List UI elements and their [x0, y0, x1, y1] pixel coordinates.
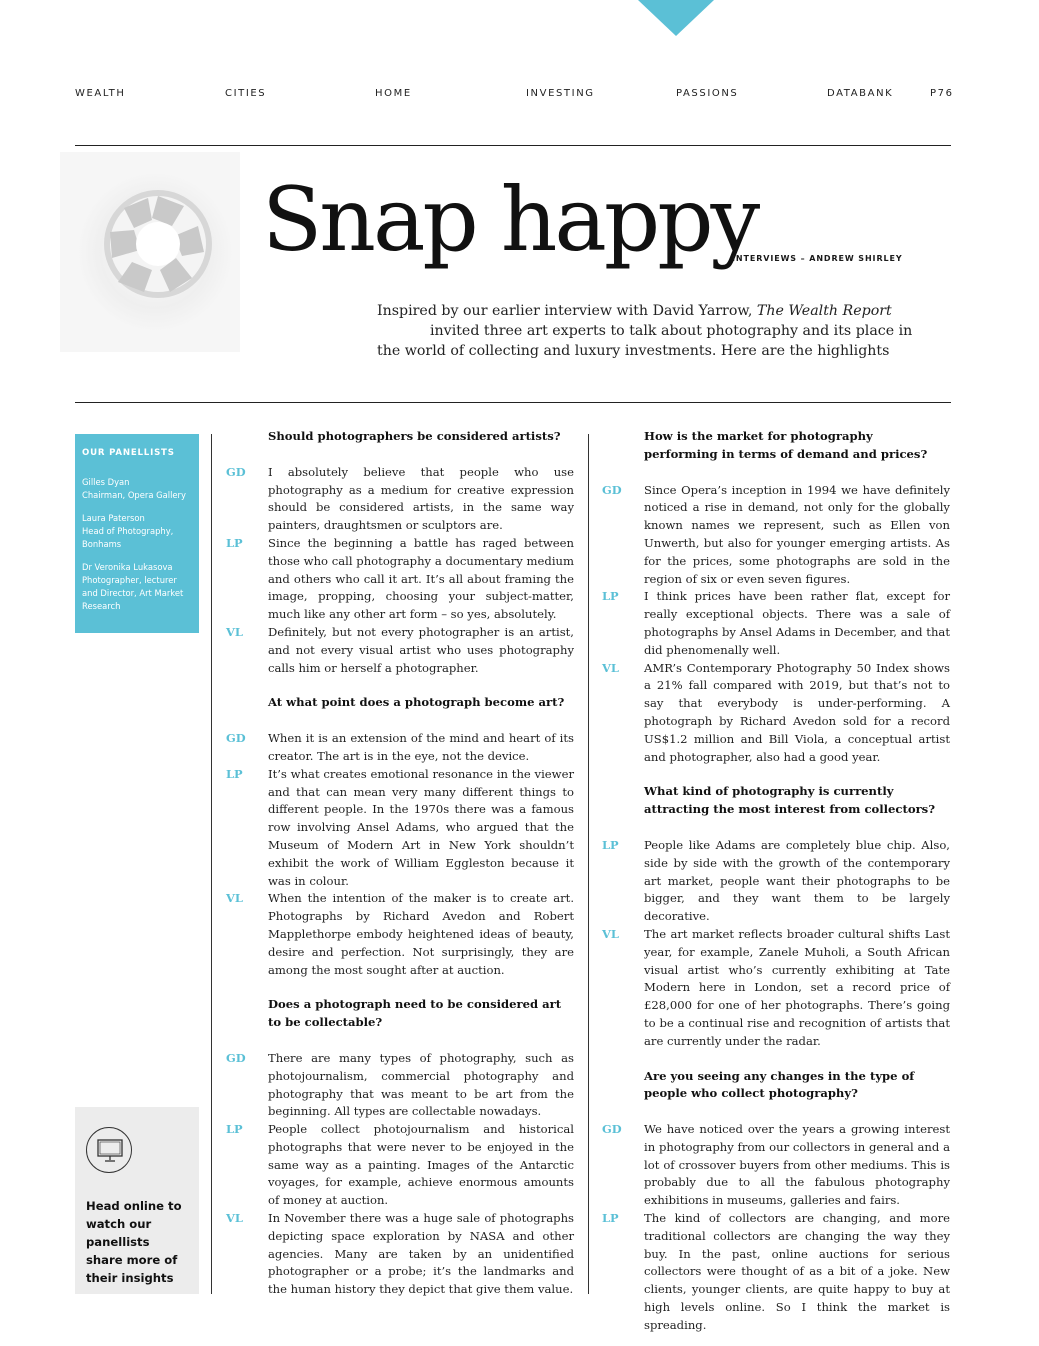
column-divider-right — [588, 434, 589, 1294]
answer-text: When it is an extension of the mind and heart of its creator. The art is in the eye, not the device. — [268, 731, 574, 763]
speaker-initials: VL — [226, 624, 243, 639]
speaker-initials: LP — [602, 589, 619, 604]
answer-text: People collect photojournalism and historical photographs that were never to be enjoyed in the same way as a painting. Images of the Antarctic voyages, for example, achieve enormous amounts of money at auction. — [268, 1122, 574, 1208]
panellist-role: Photographer, lecturer and Director, Art Market Research — [82, 575, 184, 611]
answer-paragraph — [226, 535, 574, 624]
column-divider-left — [211, 434, 212, 1294]
panellist-name: Dr Veronika Lukasova — [82, 562, 173, 572]
question-heading: Does a photograph need to be considered art to be collectable? — [268, 997, 562, 1030]
answer-paragraph — [226, 730, 574, 766]
speaker-initials: GD — [602, 482, 622, 497]
question-heading: At what point does a photograph become art? — [268, 695, 565, 710]
nav-item-databank[interactable]: DATABANK — [827, 88, 894, 99]
watch-online-text[interactable]: Head online to watch our panellists share more of their insights — [86, 1199, 182, 1285]
answer-text: AMR’s Contemporary Photography 50 Index shows a 21% fall compared with 2019, but that’s not to say that everybody is under-performing. A photograph by Richard Avedon sold for a record US$1.2 million and Bill Viola, a conceptual artist and photographer, also had a good year. — [644, 660, 950, 764]
nav-item-investing[interactable]: INVESTING — [526, 88, 595, 99]
answer-paragraph — [602, 660, 950, 767]
panellist-role: Head of Photography, Bonhams — [82, 526, 174, 549]
answer-text: Since the beginning a battle has raged between those who call photography a documentary medium and others who call it art. It’s all about framing the image, propping, choosing your subject-matter, much like any other art form – so yes, absolutely. — [268, 535, 574, 622]
intro-line-2: invited three art experts to talk about photography and its place in — [430, 323, 913, 339]
nav-item-passions[interactable]: PASSIONS — [676, 88, 739, 99]
answer-paragraph — [602, 588, 950, 659]
answer-text: People like Adams are completely blue chip. Also, side by side with the growth of the contemporary art market, people want their photographs to be bigger, and they want them to be largely decorative. — [644, 837, 950, 924]
panellist-name: Gilles Dyan — [82, 477, 130, 487]
speaker-initials: GD — [226, 464, 246, 479]
answer-paragraph — [226, 1210, 574, 1299]
speaker-initials: LP — [602, 1211, 619, 1226]
intro-rule — [75, 402, 951, 403]
answer-text: Definitely, but not every photographer is an artist, and not every visual artist who uses photography calls him or herself a photographer. — [268, 624, 574, 675]
answer-paragraph — [602, 1210, 950, 1335]
panellists-heading: OUR PANELLISTS — [82, 448, 175, 458]
question-heading: How is the market for photography performing in terms of demand and prices? — [644, 429, 928, 461]
byline: INTERVIEWS – ANDREW SHIRLEY — [732, 254, 903, 263]
nav-item-cities[interactable]: CITIES — [225, 88, 267, 99]
speaker-initials: GD — [226, 731, 246, 746]
intro-paragraph — [377, 301, 917, 361]
page-title: Snap happy — [262, 168, 758, 271]
speaker-initials: GD — [226, 1050, 246, 1065]
answer-paragraph — [226, 890, 574, 979]
answer-text: Since Opera’s inception in 1994 we have definitely noticed a rise in demand, not only for the globally known names we represent, such as Ellen von Unwerth, but also for younger emerging artists. As for the prices, some photographs are sold in the region of six or even seven figures. — [644, 482, 950, 586]
speaker-initials: VL — [226, 1211, 243, 1226]
question-heading: Are you seeing any changes in the type of people who collect photography? — [644, 1068, 915, 1101]
speaker-initials: VL — [602, 926, 619, 941]
answer-text: The art market reflects broader cultural shifts Last year, for example, Zanele Muholi, a South African visual artist who’s currently exhibiting at Tate Modern here in London, set a record price of £28,000 for one of her photographs. There’s going to be a continual rise and recognition of artists that are currently under the radar. — [644, 926, 950, 1048]
speaker-initials: GD — [602, 1122, 622, 1137]
article-column-2 — [602, 428, 950, 1335]
corner-triangle-tab — [638, 0, 714, 36]
aperture-image — [60, 152, 240, 352]
speaker-initials: VL — [226, 891, 243, 906]
page-number: P76 — [930, 88, 954, 99]
answer-text: I think prices have been rather flat, except for really exceptional objects. There was a sale of photographs by Ansel Adams in December, and that did phenomenally well. — [644, 589, 950, 657]
answer-text: There are many types of photography, such as photojournalism, commercial photography and photography that was meant to be art from the beginning. All types are collectable nowadays. — [268, 1050, 574, 1119]
answer-text: I absolutely believe that people who use photography as a medium for creative expression should be considered artists, in the same way painters, draughtsmen or sculptors are. — [268, 464, 574, 533]
panellist-2 — [82, 512, 192, 551]
nav-item-home[interactable]: HOME — [375, 88, 412, 99]
answer-text: In November there was a huge sale of photographs depicting space exploration by NASA and other agencies. Many are taken by an unidentified photographer or a probe; it’s the landmarks and the human history they depict that give them value. — [268, 1211, 574, 1297]
monitor-icon — [86, 1127, 132, 1173]
nav-item-wealth[interactable]: WEALTH — [75, 88, 126, 99]
panellist-1 — [82, 476, 192, 502]
question-heading: What kind of photography is currently attracting the most interest from collectors? — [644, 784, 936, 817]
answer-paragraph — [226, 624, 574, 677]
panellist-3 — [82, 561, 192, 613]
intro-line-3: the world of collecting and luxury investments. Here are the highlights — [377, 343, 890, 359]
answer-paragraph — [602, 837, 950, 926]
answer-paragraph — [226, 766, 574, 891]
watch-online-box[interactable] — [75, 1107, 199, 1294]
answer-text: When the intention of the maker is to create art. Photographs by Richard Avedon and Robert Mapplethorpe embody heightened ideas of beauty, desire and perfection. Not surprisingly, they are among the most sought after at auction. — [268, 891, 574, 977]
answer-text: We have noticed over the years a growing interest in photography from our collectors in general and a lot of crossover buyers from other mediums. This is probably due to all the fabulous photography exhibitions in museums, galleries and fairs. — [644, 1122, 950, 1208]
answer-text: The kind of collectors are changing, and more traditional collectors are changing the way they buy. In the past, online auctions for serious collectors were thought of as a bit of a joke. New clients, younger clients, are quite happy to buy at high levels online. So I think the market is spreading. — [644, 1211, 950, 1332]
article-column-1 — [226, 428, 574, 1299]
speaker-initials: LP — [226, 766, 243, 781]
speaker-initials: LP — [226, 535, 243, 550]
header-rule — [75, 145, 951, 146]
answer-paragraph — [226, 1121, 574, 1210]
answer-paragraph — [226, 464, 574, 535]
report-name: The Wealth Report — [756, 303, 892, 319]
speaker-initials: LP — [226, 1122, 243, 1137]
answer-paragraph — [602, 926, 950, 1051]
answer-paragraph — [226, 1050, 574, 1121]
speaker-initials: LP — [602, 837, 619, 852]
speaker-initials: VL — [602, 660, 619, 675]
question-heading: Should photographers be considered artists? — [268, 429, 561, 443]
answer-paragraph — [602, 1121, 950, 1210]
section-nav — [75, 88, 954, 102]
intro-line-1: Inspired by our earlier interview with David Yarrow, — [377, 303, 757, 319]
answer-paragraph — [602, 482, 950, 589]
panellist-role: Chairman, Opera Gallery — [82, 490, 186, 500]
panellist-name: Laura Paterson — [82, 513, 145, 523]
answer-text: It’s what creates emotional resonance in the viewer and that can mean very many different things to different people. In the 1970s there was a famous row involving Ansel Adams, who argued that the Museum of Modern Art in New York shouldn’t exhibit the work of William Eggleston because it was in colour. — [268, 766, 574, 888]
panellists-box — [75, 434, 199, 633]
